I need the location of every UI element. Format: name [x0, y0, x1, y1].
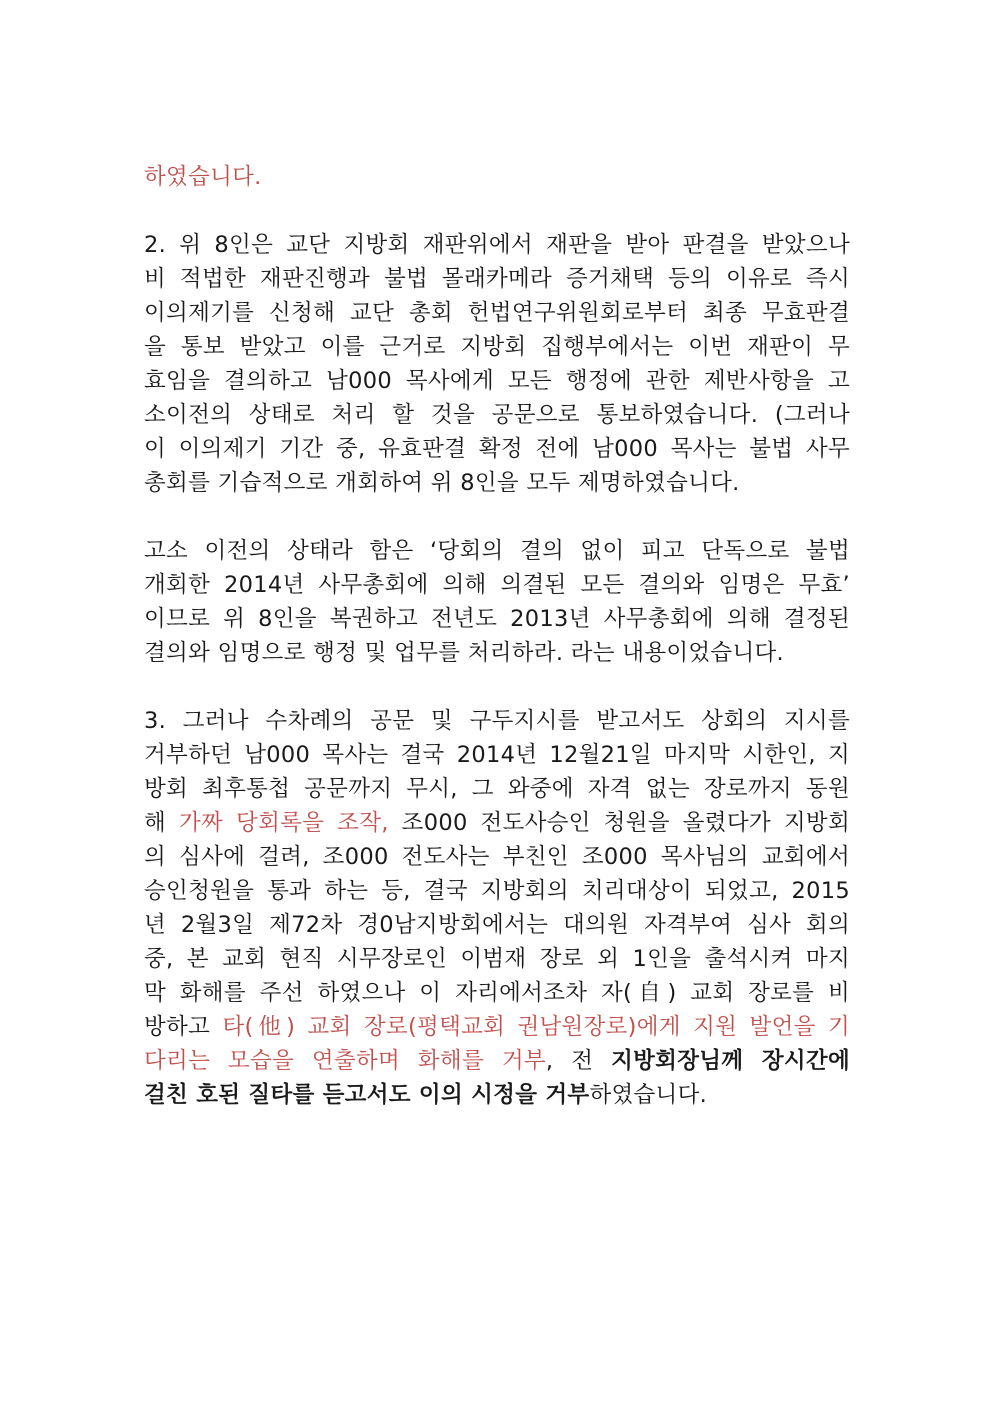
text-line [144, 704, 850, 738]
highlighted-text: 하였습니다. [144, 164, 262, 190]
text-segment: 막 화해를 주선 하였으나 이 자리에서조차 자(自) 교회 장로를 비 [144, 980, 850, 1006]
text-line [144, 976, 850, 1010]
paragraph-1 [144, 160, 850, 194]
text-segment: 고소 이전의 상태라 함은 ‘당회의 결의 없이 피고 단독으로 불법 [144, 538, 850, 564]
text-segment: 승인청원을 통과 하는 등, 결국 지방회의 치리대상이 되었고, 2015 [144, 878, 850, 904]
highlighted-text: 다리는 모습을 연출하며 화해를 거부 [144, 1048, 546, 1074]
text-segment: 조000 전도사승인 청원을 올렸다가 지방회 [388, 810, 850, 836]
text-line [144, 568, 850, 602]
highlighted-text: 타(他) 교회 장로(평택교회 권남원장로)에게 지원 발언을 기 [222, 1014, 850, 1040]
text-segment: , 전 [545, 1048, 612, 1074]
text-segment: 하였습니다. [589, 1082, 708, 1108]
bold-text: 지방회장님께 장시간에 [611, 1048, 850, 1074]
text-segment: 거부하던 남000 목사는 결국 2014년 12월21일 마지막 시한인, 지 [144, 742, 850, 768]
text-segment: 이의제기를 신청해 교단 총회 헌법연구위원회로부터 최종 무효판결 [144, 300, 850, 326]
text-line [144, 330, 850, 364]
text-line [144, 364, 850, 398]
text-segment: 총회를 기습적으로 개회하여 위 8인을 모두 제명하였습니다. [144, 470, 740, 496]
paragraph-2 [144, 228, 850, 500]
text-line [144, 1010, 850, 1044]
text-segment: 방회 최후통첩 공문까지 무시, 그 와중에 자격 없는 장로까지 동원 [144, 776, 850, 802]
text-segment: 결의와 임명으로 행정 및 업무를 처리하라. 라는 내용이었습니다. [144, 640, 784, 666]
paragraph-3 [144, 534, 850, 670]
text-line [144, 908, 850, 942]
text-segment: 년 2월3일 제72차 경0남지방회에서는 대의원 자격부여 심사 회의 [144, 912, 850, 938]
bold-text: 걸친 호된 질타를 듣고서도 이의 시정을 거부 [144, 1082, 590, 1108]
paragraph-4 [144, 704, 850, 1112]
text-segment: 효임을 결의하고 남000 목사에게 모든 행정에 관한 제반사항을 고 [144, 368, 850, 394]
text-segment: 방하고 [144, 1014, 223, 1040]
text-segment: 비 적법한 재판진행과 불법 몰래카메라 증거채택 등의 이유로 즉시 [144, 266, 850, 292]
text-segment: 을 통보 받았고 이를 근거로 지방회 집행부에서는 이번 재판이 무 [144, 334, 850, 360]
text-line [144, 1078, 850, 1112]
text-line [144, 534, 850, 568]
text-line [144, 466, 850, 500]
text-line [144, 228, 850, 262]
text-line [144, 262, 850, 296]
text-segment: 해 [144, 810, 180, 836]
text-line [144, 942, 850, 976]
text-segment: 2. 위 8인은 교단 지방회 재판위에서 재판을 받아 판결을 받았으나 [144, 232, 850, 258]
highlighted-text: 가짜 당회록을 조작, [179, 810, 389, 836]
text-segment: 의 심사에 걸려, 조000 전도사는 부친인 조000 목사님의 교회에서 [144, 844, 850, 870]
paragraph-gap [144, 194, 850, 228]
text-line [144, 874, 850, 908]
text-segment: 개회한 2014년 사무총회에 의해 의결된 모든 결의와 임명은 무효’ [144, 572, 850, 598]
text-line [144, 296, 850, 330]
paragraph-gap [144, 500, 850, 534]
text-line [144, 806, 850, 840]
text-segment: 이므로 위 8인을 복권하고 전년도 2013년 사무총회에 의해 결정된 [144, 606, 850, 632]
text-segment: 3. 그러나 수차례의 공문 및 구두지시를 받고서도 상회의 지시를 [144, 708, 850, 734]
text-line [144, 840, 850, 874]
text-line [144, 602, 850, 636]
text-line [144, 738, 850, 772]
paragraph-gap [144, 670, 850, 704]
text-line [144, 636, 850, 670]
text-line [144, 772, 850, 806]
text-segment: 이 이의제기 기간 중, 유효판결 확정 전에 남000 목사는 불법 사무 [144, 436, 850, 462]
text-line [144, 160, 850, 194]
text-segment: 중, 본 교회 현직 시무장로인 이범재 장로 외 1인을 출석시켜 마지 [144, 946, 850, 972]
text-line [144, 398, 850, 432]
document-page [144, 160, 850, 1112]
text-line [144, 432, 850, 466]
text-segment: 소이전의 상태로 처리 할 것을 공문으로 통보하였습니다. (그러나 [144, 402, 850, 428]
text-line [144, 1044, 850, 1078]
